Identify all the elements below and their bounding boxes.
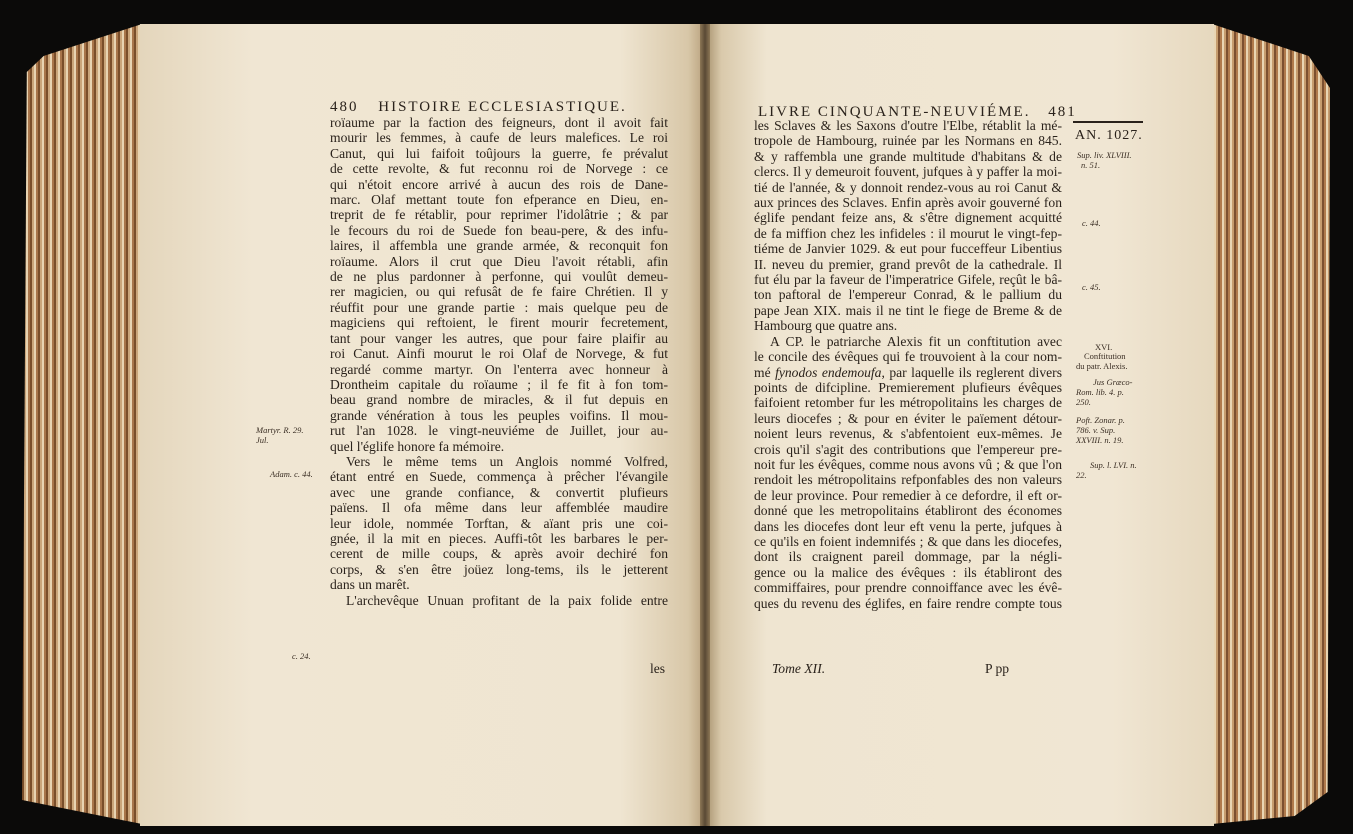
text-line: de ne plus pardonner à perfonne, qui voulût demeu- bbox=[330, 269, 668, 285]
text-line: de leur province. Pour remedier à ce defordre, il eft or- bbox=[754, 487, 1062, 503]
left-page-edges bbox=[22, 24, 142, 824]
text-line: laires, il affembla une grande armée, & reconquit fon bbox=[330, 238, 668, 254]
text-line: le concile des évêques qui fe trouvoient à la cour nom- bbox=[754, 349, 1062, 365]
greek-term: fynodos endemoufa bbox=[775, 364, 882, 380]
margin-note: XVI. bbox=[1095, 342, 1113, 352]
text-line: noit fur les évêques, comme nous avons vû ; & que l'on bbox=[754, 456, 1062, 472]
text-line: tant pour vanger les autres, que pour faire plaifir au bbox=[330, 330, 668, 346]
margin-note: Jus Græco- bbox=[1093, 377, 1133, 387]
year-marker: AN. 1027. bbox=[1075, 128, 1143, 143]
text-line: de cette revolte, & fut reconnu roi de Norvege : ce bbox=[330, 161, 668, 177]
text-line: tié de l'année, & y donnoit rendez-vous au roi Canut & bbox=[754, 179, 1062, 195]
text-line: ton paftoral de l'empereur Conrad, & le pallium du bbox=[754, 287, 1062, 303]
text-line: II. neveu du premier, grand prevôt de la cathedrale. Il bbox=[754, 256, 1062, 272]
text-line: magiciens qui reftoient, le firent mourir fecretement, bbox=[330, 315, 668, 331]
text-line: ques du revenu des églifes, en faire rendre compte tous bbox=[754, 595, 1062, 611]
text-line: réuffit pour une grande partie : mais quelque peu de bbox=[330, 299, 668, 315]
right-page-edges bbox=[1212, 24, 1330, 824]
text-line: mourir les femmes, à caufe de leurs malefices. Le roi bbox=[330, 130, 668, 146]
margin-note: Sup. l. LVI. n. bbox=[1090, 460, 1137, 470]
text-line: païens. Il ofa même dans leur affemblée maudire bbox=[330, 500, 668, 516]
margin-note: XXVIII. n. 19. bbox=[1076, 435, 1124, 445]
text-line: L'archevêque Unuan profitant de la paix folide entre bbox=[346, 592, 668, 608]
right-page-number: 481 bbox=[1048, 104, 1077, 120]
text-line: étant entré en Suede, commença à prêcher l'évangile bbox=[330, 469, 668, 485]
text-line: gnée, il la mit en pieces. Auffi-tôt les barbares le per- bbox=[330, 530, 668, 546]
text-line: roi Canut. Ainfi mourut le roi Olaf de Norvege, & fut bbox=[330, 346, 668, 362]
margin-note: Conftitution bbox=[1084, 351, 1126, 361]
text-line: dont ils craignent pareil dommage, par la négli- bbox=[754, 549, 1062, 565]
text-line: le fecours du roi de Suede fon beau-pere, & des infu- bbox=[330, 222, 668, 238]
text-line: beau grand nombre de miracles, & il fut depuis en bbox=[330, 392, 668, 408]
margin-note-line: Jul. bbox=[256, 435, 269, 445]
text-line: mé fynodos endemoufa, par laquelle ils reglerent divers bbox=[754, 364, 1062, 380]
text-line: rut l'an 1028. le vingt-neuviéme de Juillet, jour au- bbox=[330, 423, 668, 439]
text-line: Vers le même tems un Anglois nommé Volfred, bbox=[346, 453, 668, 469]
text-line: points de difcipline. Premierement plufieurs évêques bbox=[754, 379, 1062, 395]
volume-label: Tome XII. bbox=[772, 661, 826, 676]
text-line: rendoit les métropolitains refponfables des non valeurs bbox=[754, 472, 1062, 488]
left-margin-note-c24: c. 24. bbox=[292, 651, 311, 661]
text-line: roïaume. Alors il crut que Dieu l'avoit rétabli, afin bbox=[330, 253, 668, 269]
margin-note: Sup. liv. XLVIII. bbox=[1077, 150, 1132, 160]
book-gutter bbox=[700, 24, 710, 826]
text-line: roïaume par la faction des feigneurs, dont il avoit fait bbox=[330, 115, 668, 130]
text-line: rer magicien, ou qui refusât de fe faire Chrétien. Il y bbox=[330, 284, 668, 300]
text-line: leurs diocefes ; & pour en éviter le païement détour- bbox=[754, 410, 1062, 426]
text-line: commiffaires, pour prendre connoiffance avec les évê- bbox=[754, 580, 1062, 596]
text-line: églife pendant feize ans, & s'être dignement acquitté bbox=[754, 210, 1062, 226]
text-line: fut élu par la faveur de l'imperatrice Gifele, reçût le bâ- bbox=[754, 272, 1062, 288]
text-line: les Sclaves & les Saxons d'outre l'Elbe, rétablit la mé- bbox=[754, 118, 1062, 133]
left-margin-note-martyr bbox=[256, 425, 303, 445]
text-line: gence ou la malice des évêques : ils établiront des bbox=[754, 564, 1062, 580]
text-line: pape Jean XIX. mais il ne tint le fiege de Breme & de bbox=[754, 302, 1062, 318]
left-head-title: HISTOIRE ECCLESIASTIQUE. bbox=[378, 99, 627, 115]
text-line: cerent de mille coups, & après avoir dechiré fon bbox=[330, 546, 668, 562]
text-line: dans un marêt. bbox=[330, 577, 410, 593]
text-line: treprit de fe rétablir, pour reprimer l'idolâtrie ; & par bbox=[330, 207, 668, 223]
text-line: avec une grande confiance, & convertit plufieurs bbox=[330, 484, 668, 500]
text-line: corps, & s'en être joüez long-tems, ils le jetterent bbox=[330, 561, 668, 577]
year-rule bbox=[1073, 121, 1143, 123]
left-catchword: les bbox=[650, 661, 666, 676]
signature-mark: P pp bbox=[985, 661, 1010, 676]
text-line: clercs. Il y demeuroit fouvent, jufques à y paffer la moi- bbox=[754, 164, 1062, 180]
margin-note: c. 45. bbox=[1082, 282, 1101, 292]
right-head-title: LIVRE CINQUANTE-NEUVIÉME. bbox=[758, 104, 1031, 120]
text-line: A CP. le patriarche Alexis fit un conftitution avec bbox=[770, 333, 1062, 349]
text-line: faifoient retomber fur les métropolitains les charges de bbox=[754, 395, 1062, 411]
margin-note: du patr. Alexis. bbox=[1076, 361, 1128, 371]
margin-note: 250. bbox=[1076, 397, 1091, 407]
text-line: & y raffembla une grande multitude d'habitans & de bbox=[754, 148, 1062, 164]
left-running-head bbox=[330, 99, 627, 116]
text-line: grande vénération à tous les peuples voifins. Il mou- bbox=[330, 407, 668, 423]
text-line: leur idole, nommée Torftan, & aïant pris une coi- bbox=[330, 515, 668, 531]
left-page-number: 480 bbox=[330, 99, 359, 115]
left-margin-note-adam: Adam. c. 44. bbox=[270, 469, 313, 479]
text-line: crois qu'il s'agit des contributions que l'empereur pre- bbox=[754, 441, 1062, 457]
left-body-text bbox=[330, 115, 668, 608]
margin-note: c. 44. bbox=[1082, 218, 1101, 228]
right-body-text bbox=[754, 118, 1062, 611]
text-line: ce qu'ils en foient indemnifés ; & que dans les diocefes, bbox=[754, 533, 1062, 549]
margin-note: 22. bbox=[1076, 470, 1087, 480]
text-line: de fa miffion chez les infideles : il mourut le vingt-fep- bbox=[754, 225, 1062, 241]
text-line: tiéme de Janvier 1029. & eut pour fucceffeur Libentius bbox=[754, 241, 1062, 257]
margin-note: n. 51. bbox=[1081, 160, 1101, 170]
text-line: tropole de Hambourg, ruinée par les Normans en 845. bbox=[754, 133, 1062, 149]
text-line: dans les diocefes dont leur eft venu la perte, jufques à bbox=[754, 518, 1062, 534]
margin-note: Rom. lib. 4. p. bbox=[1076, 387, 1124, 397]
margin-note-line: Martyr. R. 29. bbox=[256, 425, 304, 435]
text-line: aux princes des Sclaves. Enfin après avoir gouverné fon bbox=[754, 195, 1062, 211]
text-line: donné que les metropolitains établiront des économes bbox=[754, 503, 1062, 519]
text-line: qui n'étoit encore arrivé à aucun des rois de Dane- bbox=[330, 176, 668, 192]
text-line: noient leurs revenus, & s'abfentoient eux-mêmes. Je bbox=[754, 426, 1062, 442]
text-line: marc. Olaf mettant toute fon efperance en Dieu, en- bbox=[330, 192, 668, 208]
text-line: regardé comme martyr. On l'enterra avec honneur à bbox=[330, 361, 668, 377]
text-line: Hambourg que quatre ans. bbox=[754, 318, 898, 334]
text-line: Drontheim capitale du roïaume ; il fe fit à fon tom- bbox=[330, 376, 668, 392]
text-line: Canut, qui lui faifoit toûjours la guerre, fe prévalut bbox=[330, 145, 668, 161]
margin-note: 786. v. Sup. bbox=[1076, 425, 1116, 435]
margin-note: Poft. Zonar. p. bbox=[1076, 415, 1125, 425]
text-line: quel l'églife honore fa mémoire. bbox=[330, 438, 505, 454]
